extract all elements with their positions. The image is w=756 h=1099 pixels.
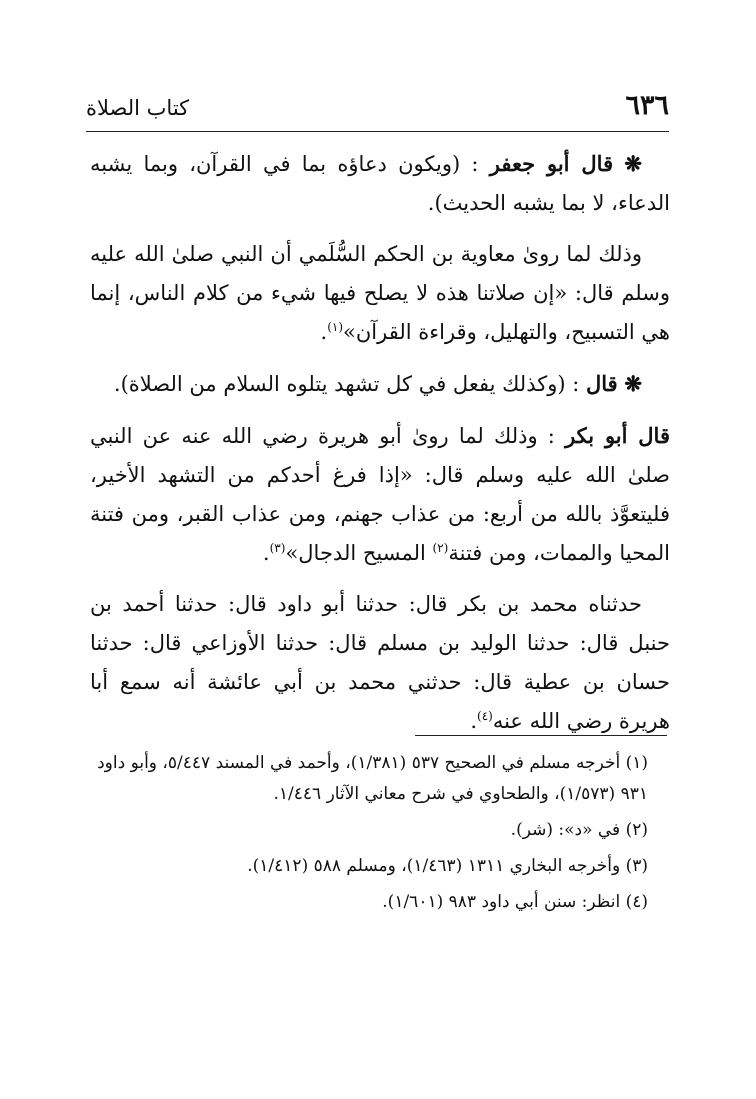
paragraph-3 — [90, 364, 670, 404]
running-title: كتاب الصلاة — [86, 96, 190, 120]
footnote-rule — [415, 735, 667, 736]
paragraph-text: : وذلك لما روىٰ أبو هريرة رضي الله عنه عن النبي صلىٰ الله عليه وسلم قال: «إذا فرغ أحدكم من التشهد الأخير، فليتعوَّذ بالله من أربع: من عذاب جهنم، ومن عذاب القبر، ومن فتنة المحيا والممات، ومن فتنة — [90, 424, 670, 565]
main-text — [90, 144, 670, 753]
paragraph-tail: . — [262, 541, 270, 565]
footnote-4: (٤) انظر: سنن أبي داود ٩٨٣ (١/٦٠١). — [382, 892, 648, 912]
paragraph-1 — [90, 144, 670, 223]
star-marker-icon: ❋ — [624, 371, 642, 396]
page-header — [86, 88, 669, 128]
paragraph-tail: . — [470, 709, 477, 733]
speaker-label: قال أبو جعفر — [489, 151, 614, 176]
paragraph-5 — [90, 585, 670, 741]
speaker-label: قال أبو بكر — [565, 423, 670, 448]
footnotes — [90, 748, 670, 923]
page-number: ٦٣٦ — [625, 90, 669, 121]
footnote-ref: (١) — [327, 320, 344, 334]
paragraph-4 — [90, 416, 670, 573]
footnote-3: (٣) وأخرجه البخاري ١٣١١ (١/٤٦٣)، ومسلم ٥٨٨ (١/٤١٢). — [247, 856, 648, 876]
footnote-2: (٢) في «د»: (شر). — [510, 820, 648, 840]
star-marker-icon: ❋ — [624, 151, 642, 176]
paragraph-text: وذلك لما روىٰ معاوية بن الحكم السُّلَمي أن النبي صلىٰ الله عليه وسلم قال: «إن صلاتنا هذه لا يصلح فيها شيء من كلام الناس، إنما هي التسبيح، والتهليل، وقراءة القرآن» — [90, 242, 670, 344]
footnote-ref: (٤) — [477, 709, 493, 723]
footnote-ref: (٢) — [432, 541, 449, 555]
paragraph-2 — [90, 235, 670, 352]
footnote-ref: (٣) — [269, 541, 286, 555]
speaker-label: قال — [586, 371, 618, 396]
paragraph-tail: . — [320, 320, 328, 344]
paragraph-text: : (ويكون دعاؤه بما في القرآن، وبما يشبه الدعاء، لا بما يشبه الحديث). — [90, 152, 670, 215]
footnote-1: (١) أخرجه مسلم في الصحيح ٥٣٧ (١/٣٨١)، وأحمد في المسند ٥/٤٤٧، وأبو داود ٩٣١ (١/٥٧٣)، والطحاوي في شرح معاني الآثار ١/٤٤٦. — [97, 753, 648, 804]
paragraph-text: حدثناه محمد بن بكر قال: حدثنا أبو داود قال: حدثنا أحمد بن حنبل قال: حدثنا الوليد بن مسلم قال: حدثنا الأوزاعي قال: حدثنا حسان بن عطية قال: حدثني محمد بن أبي عائشة أنه سمع أبا هريرة رضي الله عنه — [90, 592, 670, 733]
paragraph-text: : (وكذلك يفعل في كل تشهد يتلوه السلام من الصلاة). — [113, 372, 580, 396]
paragraph-text-cont: المسيح الدجال» — [285, 541, 433, 565]
header-rule — [86, 131, 669, 132]
